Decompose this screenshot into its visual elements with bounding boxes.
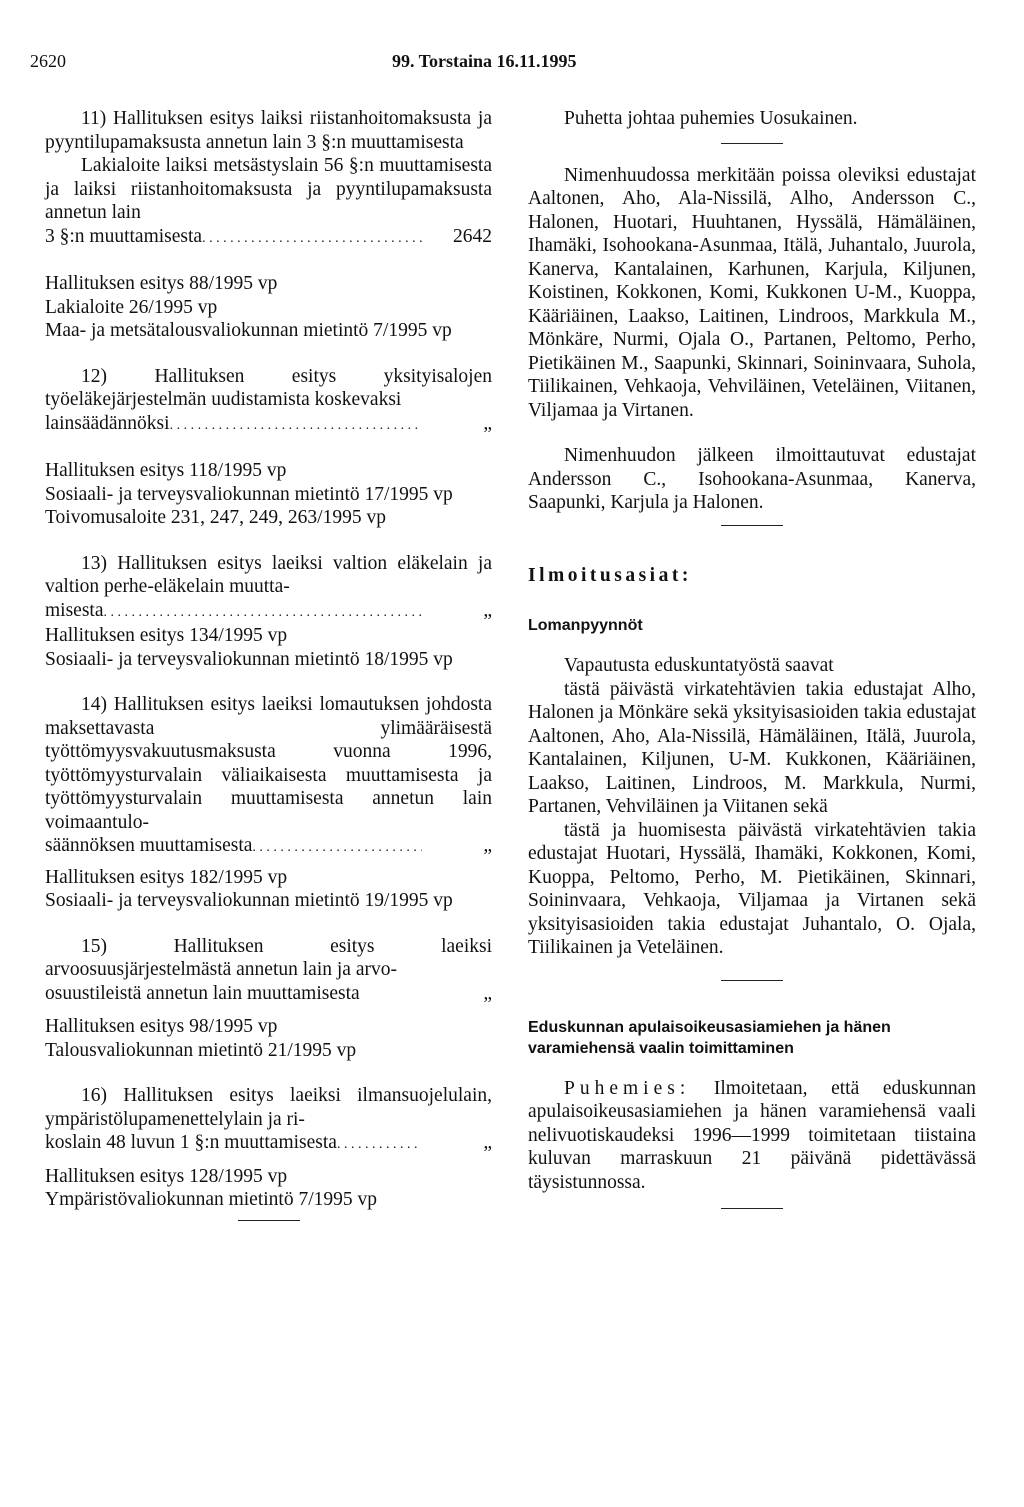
agenda-item-13: [45, 552, 492, 625]
ditto-mark: „: [483, 599, 492, 621]
reference: Hallituksen esitys 182/1995 vp: [45, 866, 288, 888]
election-heading: Eduskunnan apulaisoikeusasiamiehen ja hänen varamiehensä vaalin toimittaminen: [528, 1018, 891, 1057]
leader-dots: [337, 1131, 422, 1157]
speaker-text: Ilmoitetaan, että eduskunnan apulaisoikeusasiamiehen ja hänen varamiehensä vaali nelivuotiskaudeksi 1996—1999 toimitetaan tiistaina kuluvan marraskuun 21 päivänä pidettävässä täysistunnossa.: [528, 1077, 976, 1193]
ditto-mark: „: [483, 835, 492, 856]
ditto-mark: „: [483, 1132, 492, 1153]
item-title-continued: Lakialoite laiksi metsästyslain 56 §:n muuttamisesta ja laiksi riistanhoitomaksusta ja pyyntilupamaksusta annetun lain: [45, 155, 492, 223]
reference: Talousvaliokunnan mietintö 21/1995 vp: [45, 1039, 357, 1061]
item-last-line: [45, 599, 492, 625]
leave-requests-heading: Lomanpyynnöt: [528, 617, 643, 634]
reference: Sosiaali- ja terveysvaliokunnan mietintö 17/1995 vp: [45, 483, 453, 505]
item-references: [45, 866, 492, 913]
speaker-announcement: [528, 1077, 976, 1195]
agenda-item-12: [45, 365, 492, 438]
page-header: [30, 50, 990, 74]
leave-today: tästä päivästä virkatehtävien takia edustajat Alho, Halonen ja Mönkäre sekä yksityisasioiden takia edustajat Aaltonen, Aho, Ala-Nissilä, Hämäläinen, Itälä, Juurola, Kantalainen, Kiljunen, U-M. Kukkonen, Kääriäinen, Laakso, Laitinen, Lindroos, M. Markkula, Nurmi, Partanen, Vehviläinen ja Viitanen sekä: [528, 678, 976, 817]
item-last-line: [45, 982, 492, 1008]
item-title: 15) Hallituksen esitys laeiksi arvoosuusjärjestelmästä annetun lain ja arvo-: [45, 935, 492, 980]
item-references: [45, 624, 492, 671]
leader-dots: [252, 834, 422, 860]
item-references: [45, 1015, 492, 1062]
item-last-line-text: koslain 48 luvun 1 §:n muuttamisesta: [45, 1132, 337, 1153]
reference: Sosiaali- ja terveysvaliokunnan mietintö 18/1995 vp: [45, 648, 453, 670]
leader-dots: [170, 412, 422, 438]
section-divider: [721, 1208, 783, 1209]
item-title: 14) Hallituksen esitys laeiksi lomautuksen johdosta maksettavasta ylimääräisestä työttömyysvakuutusmaksusta vuonna 1996, työttömyysturvalain väliaikaisesta muuttamisesta ja työttömyysturvalain muuttamisesta annetun lain voimaantulo-: [45, 694, 492, 833]
running-head: 99. Torstaina 16.11.1995: [392, 51, 577, 71]
page-number: 2620: [30, 51, 66, 71]
item-references: [45, 1165, 492, 1212]
item-last-line: [45, 412, 492, 438]
reference: Toivomusaloite 231, 247, 249, 263/1995 vp: [45, 507, 386, 528]
item-last-line: [45, 225, 492, 251]
ditto-mark: „: [483, 982, 492, 1004]
reference: Hallituksen esitys 98/1995 vp: [45, 1016, 278, 1037]
item-last-line: [45, 1131, 492, 1157]
reference: Hallituksen esitys 118/1995 vp: [45, 460, 287, 481]
reference: Hallituksen esitys 128/1995 vp: [45, 1165, 288, 1187]
item-last-line: [45, 834, 492, 860]
leave-intro: Vapautusta eduskuntatyöstä saavat: [564, 655, 834, 676]
item-title: 11) Hallituksen esitys laiksi riistanhoitomaksusta ja pyyntilupamaksusta annetun lain 3 §:n muuttamisesta: [45, 108, 492, 153]
roll-call-late: Nimenhuudon jälkeen ilmoittautuvat edustajat Andersson C., Isohookana-Asunmaa, Kanerva, Saapunki, Karjula ja Halonen.: [528, 445, 976, 513]
reference: Maa- ja metsätalousvaliokunnan mietintö 7/1995 vp: [45, 320, 452, 341]
leader-dots: [202, 225, 422, 251]
ditto-mark: „: [483, 412, 492, 434]
right-column: [528, 107, 976, 1229]
section-divider: [238, 1220, 300, 1221]
item-last-line-text: säännöksen muuttamisesta: [45, 835, 253, 856]
speaker-label: Puhemies:: [564, 1077, 691, 1099]
page-reference: 2642: [453, 225, 492, 247]
item-title: 16) Hallituksen esitys laeiksi ilmansuojelulain, ympäristölupamenettelylain ja ri-: [45, 1085, 492, 1130]
item-title: 13) Hallituksen esitys laeiksi valtion eläkelain ja valtion perhe-eläkelain muutta-: [45, 552, 492, 597]
item-last-line-text: 3 §:n muuttamisesta: [45, 225, 203, 247]
reference: Ympäristövaliokunnan mietintö 7/1995 vp: [45, 1189, 378, 1210]
reference: Lakialoite 26/1995 vp: [45, 296, 218, 318]
agenda-item-14: [45, 693, 492, 860]
chair-statement: Puhetta johtaa puhemies Uosukainen.: [564, 108, 858, 129]
reference: Hallituksen esitys 88/1995 vp: [45, 273, 278, 294]
agenda-item-16: [45, 1084, 492, 1157]
item-last-line-text: lainsäädännöksi: [45, 412, 170, 434]
reference: Hallituksen esitys 134/1995 vp: [45, 625, 288, 646]
item-last-line-text: misesta: [45, 599, 104, 621]
leader-dots: [104, 599, 423, 625]
item-references: [45, 272, 492, 343]
roll-call-absent: Nimenhuudossa merkitään poissa oleviksi edustajat Aaltonen, Aho, Ala-Nissilä, Alho, Andersson C., Halonen, Huotari, Huuhtanen, Hyssälä, Hämäläinen, Ihamäki, Isohookana-Asunmaa, Itälä, Juhantalo, Juurola, Kanerva, Kantalainen, Karhunen, Karjula, Kiljunen, Koistinen, Kokkonen, Komi, Kukkonen U-M., Kuoppa, Kääriäinen, Laakso, Laitinen, Lindroos, Markkula M., Mönkäre, Nurmi, Ojala O., Partanen, Peltomo, Perho, Pietikäinen M., Saapunki, Skinnari, Soininvaara, Suhola, Tiilikainen, Vehkaoja, Vehviläinen, Veteläinen, Viitanen, Viljamaa ja Virtanen.: [528, 164, 976, 421]
notices-heading: Ilmoitusasiat:: [528, 564, 692, 586]
item-last-line-text: osuustileistä annetun lain muuttamisesta: [45, 982, 360, 1004]
left-column: [45, 107, 492, 1241]
reference: Sosiaali- ja terveysvaliokunnan mietintö 19/1995 vp: [45, 890, 453, 911]
item-title: 12) Hallituksen esitys yksityisalojen työeläkejärjestelmän uudistamista koskevaksi: [45, 365, 492, 410]
leave-tomorrow: tästä ja huomisesta päivästä virkatehtävien takia edustajat Huotari, Hyssälä, Ihamäki, Kokkonen, Komi, Kuoppa, Peltomo, Perho, M. Pietikäinen, Skinnari, Soininvaara, Vehkaoja, Viljamaa ja Virtanen sekä yksityisasioiden takia edustajat Juhantalo, O. Ojala, Tiilikainen ja Veteläinen.: [528, 819, 976, 958]
section-divider: [721, 143, 783, 144]
agenda-item-11: [45, 107, 492, 250]
section-divider: [721, 525, 783, 526]
item-references: [45, 459, 492, 530]
agenda-item-15: [45, 935, 492, 1008]
section-divider: [721, 980, 783, 981]
